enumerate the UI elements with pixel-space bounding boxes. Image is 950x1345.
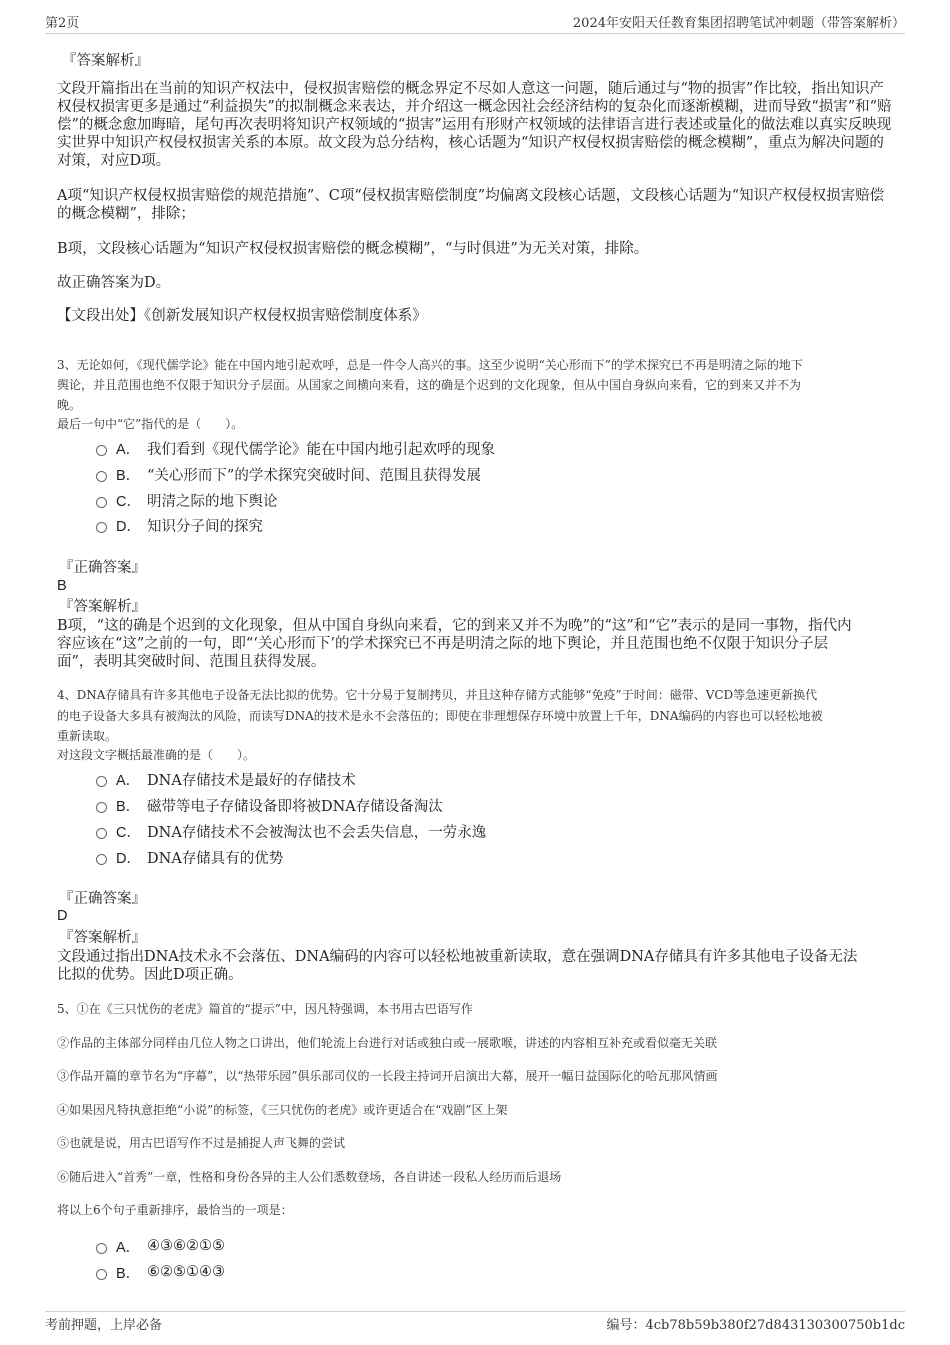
- q5-sentence-5: ⑤也就是说，用古巴语写作不过是捕捉人声飞舞的尝试: [57, 1136, 346, 1150]
- q2-source: 【文段出处】《创新发展知识产权侵权损害赔偿制度体系》: [57, 308, 427, 324]
- radio-icon[interactable]: [96, 802, 107, 813]
- page-number: 第2页: [45, 16, 80, 31]
- q2-analysis-para4: 故正确答案为D。: [57, 275, 171, 291]
- footer-divider: [45, 1311, 905, 1312]
- q5-sentence-2: ②作品的主体部分同样由几位人物之口讲出，他们轮流上台进行对话或独白或一展歌喉，讲述的内容相互补充或看似毫无关联: [57, 1036, 718, 1050]
- q3-analysis-line2: 容应该在“这”之前的一句，即“‘关心形而下’的学术探究已不再是明清之际的地下舆论，并且范围也绝不仅限于知识分子层: [57, 636, 828, 652]
- q3-analysis-heading: 『答案解析』: [59, 599, 146, 615]
- radio-icon[interactable]: [96, 828, 107, 839]
- q4-stem-line2: 的电子设备大多具有被淘汰的风险，而读写DNA的技术是永不会落伍的；即使在非理想保存环境中放置上千年，DNA编码的内容也可以轻松地被: [57, 709, 823, 723]
- q4-stem-line1: 4、DNA存储具有许多其他电子设备无法比拟的优势。它十分易于复制拷贝，并且这种存储方式能够“免疫”于时间：磁带、VCD等急速更新换代: [57, 688, 818, 702]
- q2-analysis-para3: B项，文段核心话题为“知识产权侵权损害赔偿的概念模糊”，“与时俱进”为无关对策，排除。: [57, 241, 649, 257]
- q3-option-c[interactable]: C． 明清之际的地下舆论: [96, 489, 278, 511]
- document-id: 编号：4cb78b59b380f27d843130300750b1dc: [606, 1318, 905, 1333]
- q2-analysis-para2: A项“知识产权侵权损害赔偿的规范措施”、C项“侵权损害赔偿制度”均偏离文段核心话题，文段核心话题为“知识产权侵权损害赔偿的概念模糊”，排除；: [57, 188, 885, 222]
- q4-option-c[interactable]: C． DNA存储技术不会被淘汰也不会丢失信息，一劳永逸: [96, 820, 486, 842]
- q4-analysis-heading: 『答案解析』: [59, 930, 146, 946]
- q5-option-b[interactable]: B． ⑥②⑤①④③: [96, 1261, 225, 1283]
- q3-option-d[interactable]: D． 知识分子间的探究: [96, 514, 263, 536]
- q5-sentence-6: ⑥随后进入“首秀”一章，性格和身份各异的主人公们悉数登场，各自讲述一段私人经历而后退场: [57, 1170, 562, 1184]
- q3-correct-answer: B: [57, 578, 67, 594]
- q3-stem-line3: 晚。: [57, 398, 82, 412]
- q5-question: 将以上6个句子重新排序，最恰当的一项是：: [57, 1203, 293, 1217]
- radio-icon[interactable]: [96, 445, 107, 456]
- q2-analysis-para1: 文段开篇指出在当前的知识产权法中，侵权损害赔偿的概念界定不尽如人意这一问题，随后通过与“物的损害”作比较，指出知识产权侵权损害更多是通过“利益损失”的拟制概念来表达，并介绍这一概念因社会经济结构的复杂化而逐渐模糊，进而导致“损害”和“赔偿”的概念愈加晦暗，尾句再次表明将知识产权领域的“损害”运用有形财产权领域的法律语言进行表述或量化的做法难以真实反映现实世界中知识产权侵权损害关系的本原。故文段为总分结构，核心话题为“知识产权侵权损害赔偿的概念模糊”，重点为解决问题的对策，对应D项。: [57, 81, 892, 169]
- q5-sentence-3: ③作品开篇的章节名为“序幕”，以“热带乐园”俱乐部司仪的一长段主持词开启演出大幕，展开一幅日益国际化的哈瓦那风情画: [57, 1069, 718, 1083]
- q2-analysis-heading: 『答案解析』: [62, 53, 149, 69]
- radio-icon[interactable]: [96, 471, 107, 482]
- q4-option-a[interactable]: A． DNA存储技术是最好的存储技术: [96, 768, 356, 790]
- radio-icon[interactable]: [96, 854, 107, 865]
- q3-option-a[interactable]: A． 我们看到《现代儒学论》能在中国内地引起欢呼的现象: [96, 437, 495, 459]
- q3-question: 最后一句中“它”指代的是（ ）。: [57, 417, 244, 431]
- footer-slogan: 考前押题，上岸必备: [45, 1318, 163, 1333]
- q5-sentence-4: ④如果因凡特执意拒绝“小说”的标签，《三只忧伤的老虎》或许更适合在“戏剧”区上架: [57, 1103, 508, 1117]
- q4-analysis-line1: 文段通过指出DNA技术永不会落伍、DNA编码的内容可以轻松地被重新读取，意在强调DNA存储具有许多其他电子设备无法: [57, 949, 858, 965]
- q5-sentence-1: 5、①在《三只忧伤的老虎》篇首的“提示”中，因凡特强调，本书用古巴语写作: [57, 1002, 473, 1016]
- q3-stem-line2: 舆论，并且范围也绝不仅限于知识分子层面。从国家之间横向来看，这的确是个迟到的文化现象，但从中国自身纵向来看，它的到来又并不为: [57, 378, 802, 392]
- radio-icon[interactable]: [96, 497, 107, 508]
- radio-icon[interactable]: [96, 776, 107, 787]
- q4-correct-answer: D: [57, 908, 68, 924]
- q4-correct-heading: 『正确答案』: [59, 891, 146, 907]
- q4-option-d[interactable]: D． DNA存储具有的优势: [96, 846, 283, 868]
- q3-analysis-line3: 面”，表明其突破时间、范围且获得发展。: [57, 654, 326, 670]
- q4-option-b[interactable]: B． 磁带等电子存储设备即将被DNA存储设备淘汰: [96, 794, 443, 816]
- radio-icon[interactable]: [96, 1243, 107, 1254]
- q3-correct-heading: 『正确答案』: [59, 560, 146, 576]
- header-divider: [45, 33, 905, 34]
- q3-analysis-line1: B项，“这的确是个迟到的文化现象，但从中国自身纵向来看，它的到来又并不为晚”的“这”和“它”表示的是同一事物，指代内: [57, 618, 852, 634]
- q5-option-a[interactable]: A． ④③⑥②①⑤: [96, 1235, 225, 1257]
- q4-question: 对这段文字概括最准确的是（ ）。: [57, 748, 256, 762]
- document-title: 2024年安阳天任教育集团招聘笔试冲刺题（带答案解析）: [572, 16, 905, 31]
- radio-icon[interactable]: [96, 1269, 107, 1280]
- q3-option-b[interactable]: B． “关心形而下”的学术探究突破时间、范围且获得发展: [96, 463, 481, 485]
- q3-stem-line1: 3、无论如何，《现代儒学论》能在中国内地引起欢呼，总是一件令人高兴的事。这至少说明“关心形而下”的学术探究已不再是明清之际的地下: [57, 358, 803, 372]
- radio-icon[interactable]: [96, 522, 107, 533]
- q4-stem-line3: 重新读取。: [57, 729, 118, 743]
- q4-analysis-line2: 比拟的优势。因此D项正确。: [57, 967, 243, 983]
